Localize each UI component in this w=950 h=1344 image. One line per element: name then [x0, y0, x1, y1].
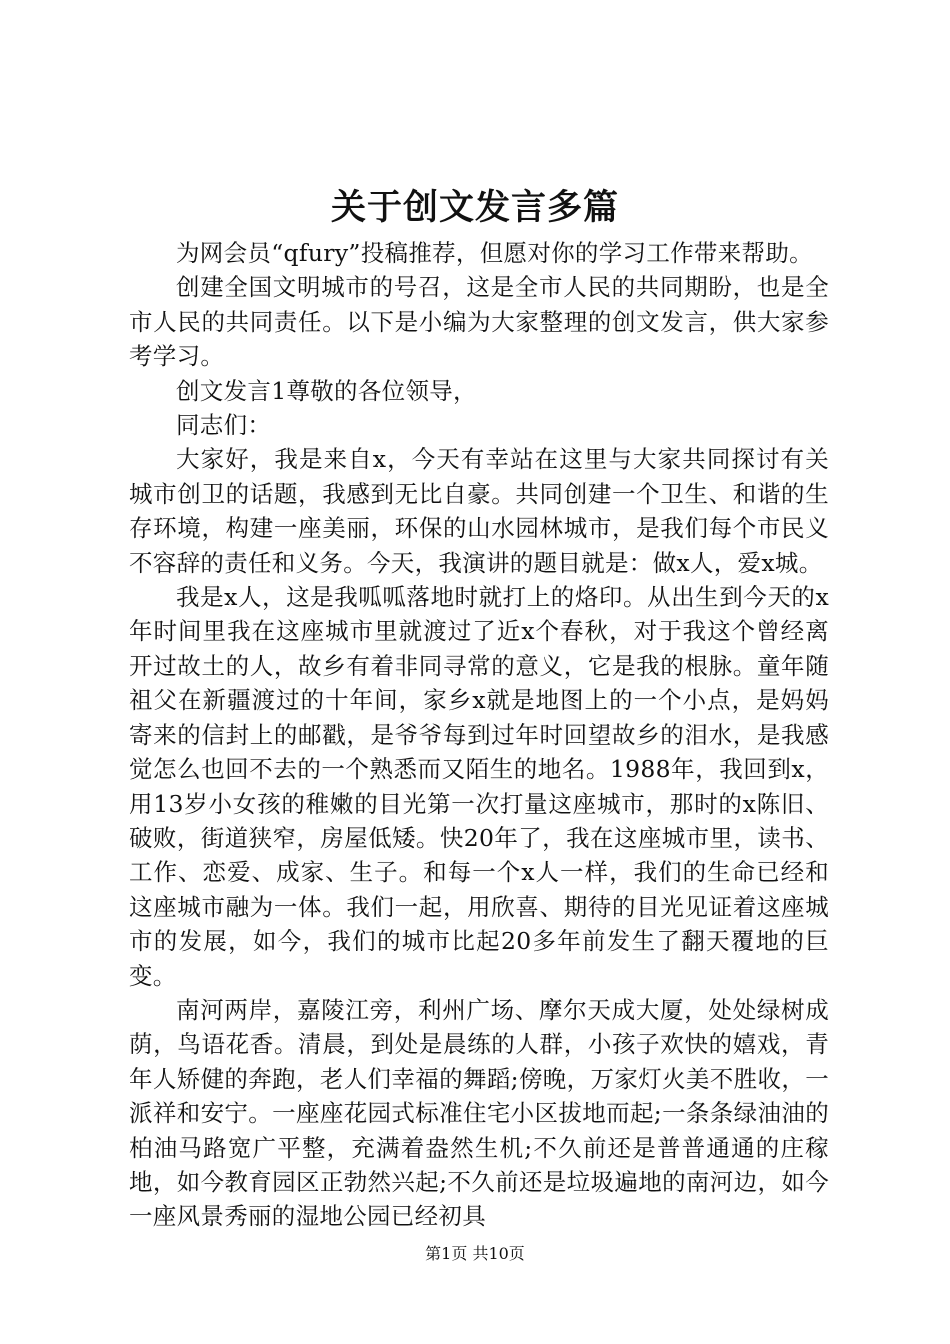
paragraph-intro: 为网会员“qfury”投稿推荐，但愿对你的学习工作带来帮助。 [176, 239, 813, 267]
paragraph-salutation: 创文发言1尊敬的各位领导， [176, 376, 477, 405]
document-body [129, 236, 829, 1234]
page-number-footer: 第1页 共10页 [425, 1244, 525, 1263]
paragraph-summary: 创建全国文明城市的号召，这是全市人民的共同期盼，也是全市人民的共同责任。以下是小编为大家整理的创文发言，供大家参考学习。 [129, 273, 829, 371]
paragraph-city-changes: 南河两岸，嘉陵江旁，利州广场、摩尔天成大厦，处处绿树成荫，鸟语花香。清晨，到处是晨练的人群，小孩子欢快的嬉戏，青年人矫健的奔跑，老人们幸福的舞蹈;傍晚，万家灯火美不胜收，一派祥和安宁。一座座花园式标准住宅小区拔地而起;一条条绿油油的柏油马路宽广平整，充满着盎然生机;不久前还是普普通通的庄稼地，如今教育园区正勃然兴起;不久前还是垃圾遍地的南河边，如今一座风景秀丽的湿地公园已经初具 [129, 995, 829, 1231]
document-title: 关于创文发言多篇 [330, 187, 619, 228]
paragraph-hometown: 我是x人，这是我呱呱落地时就打上的烙印。从出生到今天的x年时间里我在这座城市里就渡过了近x个春秋，对于我这个曾经离开过故土的人，故乡有着非同寻常的意义，它是我的根脉。童年随祖父在新疆渡过的十年间，家乡x就是地图上的一个小点，是妈妈寄来的信封上的邮戳，是爷爷每到过年时回望故乡的泪水，是我感觉怎么也回不去的一个熟悉而又陌生的地名。1988年，我回到x，用13岁小女孩的稚嫩的目光第一次打量这座城市，那时的x陈旧、破败，街道狭窄，房屋低矮。快20年了，我在这座城市里，读书、工作、恋爱、成家、生子。和每一个x人一样，我们的生命已经和这座城市融为一体。我们一起，用欣喜、期待的目光见证着这座城市的发展，如今，我们的城市比起20多年前发生了翻天覆地的巨变。 [129, 583, 829, 990]
paragraph-greeting: 同志们： [176, 411, 272, 440]
paragraph-opening: 大家好，我是来自x，今天有幸站在这里与大家共同探讨有关城市创卫的话题，我感到无比自豪。共同创建一个卫生、和谐的生存环境，构建一座美丽，环保的山水园林城市，是我们每个市民义不容辞的责任和义务。今天，我演讲的题目就是：做x人，爱x城。 [129, 445, 829, 577]
